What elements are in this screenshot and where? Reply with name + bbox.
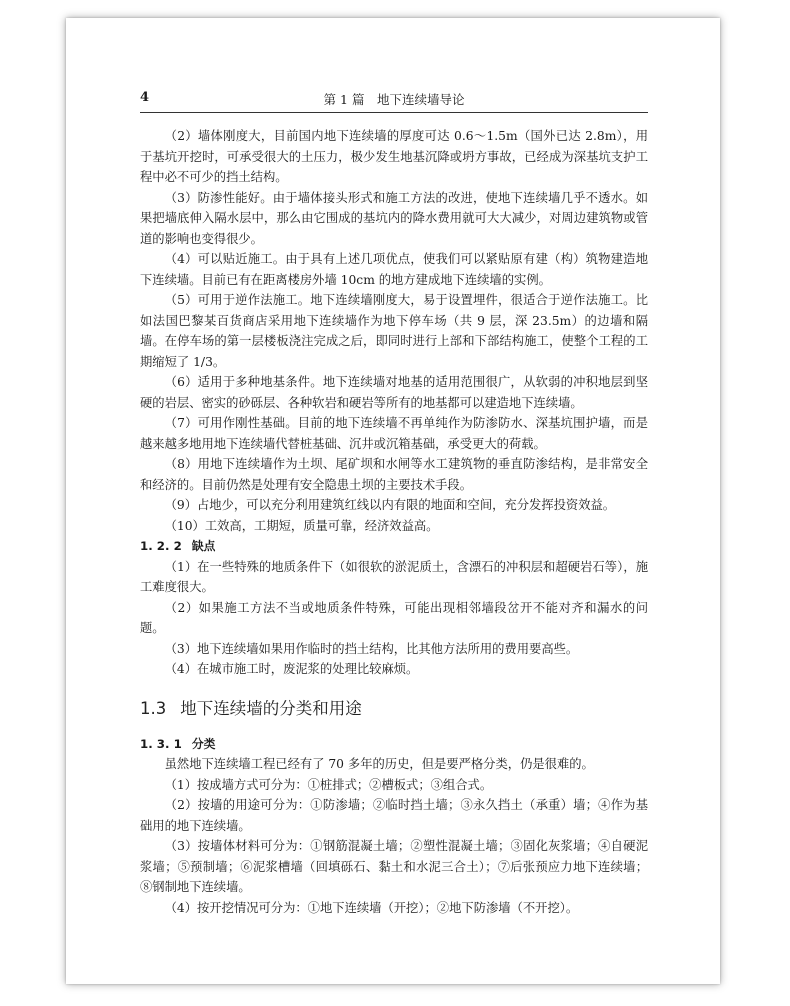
body-text [140, 126, 648, 918]
paragraph: （5）可用于逆作法施工。地下连续墙刚度大，易于设置埋件，很适合于逆作法施工。比如法国巴黎某百货商店采用地下连续墙作为地下停车场（共 9 层，深 23.5m）的边墙和隔墙。在停车场的第一层楼板浇注完成之后，即同时进行上部和下部结构施工，使整个工程的工期缩短了 1/3。 [140, 293, 648, 369]
paragraph: （3）地下连续墙如果用作临时的挡土结构，比其他方法所用的费用要高些。 [164, 641, 579, 656]
paragraph: （9）占地少，可以充分利用建筑红线以内有限的地面和空间，充分发挥投资效益。 [164, 498, 616, 512]
section-title: 地下连续墙的分类和用途 [180, 698, 362, 718]
paragraph: （7）可用作刚性基础。目前的地下连续墙不再单纯作为防渗防水、深基坑围护墙，而是越来越多地用地下连续墙代替桩基础、沉井或沉箱基础，承受更大的荷载。 [140, 416, 648, 451]
subsection-title: 分类 [191, 736, 216, 751]
section-heading-1-3 [140, 697, 648, 721]
paragraph: （4）按开挖情况可分为：①地下连续墙（开挖）；②地下防渗墙（不开挖）。 [164, 900, 579, 915]
paragraph: （10）工效高，工期短，质量可靠，经济效益高。 [164, 518, 439, 533]
subsection-number: 1. 3. 1 [140, 736, 182, 751]
paragraph: （1）按成墙方式可分为：①桩排式；②槽板式；③组合式。 [164, 777, 493, 792]
paragraph: （3）按墙体材料可分为：①钢筋混凝土墙；②塑性混凝土墙；③固化灰浆墙；④自硬泥浆墙；⑤预制墙；⑥泥浆槽墙（回填砾石、黏土和水泥三合土）；⑦后张预应力地下连续墙；⑧钢制地下连续墙。 [140, 839, 648, 894]
subsection-heading-1-3-1 [140, 734, 648, 755]
section-number: 1.3 [140, 698, 167, 718]
paragraph: （2）墙体刚度大，目前国内地下连续墙的厚度可达 0.6～1.5m（国外已达 2.8m），用于基坑开挖时，可承受很大的土压力，极少发生地基沉降或坍方事故，已经成为深基坑支护工程中必不可少的挡土结构。 [140, 129, 648, 184]
paragraph: （1）在一些特殊的地质条件下（如很软的淤泥质土，含漂石的冲积层和超硬岩石等），施工难度很大。 [140, 559, 648, 594]
paragraph: 虽然地下连续墙工程已经有了 70 多年的历史，但是要严格分类，仍是很难的。 [164, 757, 594, 771]
book-page [66, 18, 720, 984]
subsection-heading-1-2-2 [140, 536, 648, 557]
header-title: 第 1 篇 地下连续墙导论 [323, 92, 465, 107]
subsection-number: 1. 2. 2 [140, 539, 182, 553]
page-content [140, 88, 648, 918]
paragraph: （2）按墙的用途可分为：①防渗墙；②临时挡土墙；③永久挡土（承重）墙；④作为基础用的地下连续墙。 [140, 798, 648, 833]
running-header [140, 88, 648, 113]
paragraph: （6）适用于多种地基条件。地下连续墙对地基的适用范围很广，从软弱的冲积地层到坚硬的岩层、密实的砂砾层、各种软岩和硬岩等所有的地基都可以建造地下连续墙。 [140, 375, 648, 410]
paragraph: （4）可以贴近施工。由于具有上述几项优点，使我们可以紧贴原有建（构）筑物建造地下连续墙。目前已有在距离楼房外墙 10cm 的地方建成地下连续墙的实例。 [140, 252, 648, 287]
paragraph: （8）用地下连续墙作为土坝、尾矿坝和水闸等水工建筑物的垂直防渗结构，是非常安全和经济的。目前仍然是处理有安全隐患土坝的主要技术手段。 [140, 457, 648, 492]
paragraph: （2）如果施工方法不当或地质条件特殊，可能出现相邻墙段岔开不能对齐和漏水的问题。 [140, 600, 648, 635]
paragraph: （3）防渗性能好。由于墙体接头形式和施工方法的改进，使地下连续墙几乎不透水。如果把墙底伸入隔水层中，那么由它围成的基坑内的降水费用就可大大减少，对周边建筑物或管道的影响也变得很少。 [140, 190, 648, 246]
paragraph: （4）在城市施工时，废泥浆的处理比较麻烦。 [164, 662, 419, 676]
page-number: 4 [140, 90, 150, 105]
subsection-title: 缺点 [191, 539, 216, 553]
